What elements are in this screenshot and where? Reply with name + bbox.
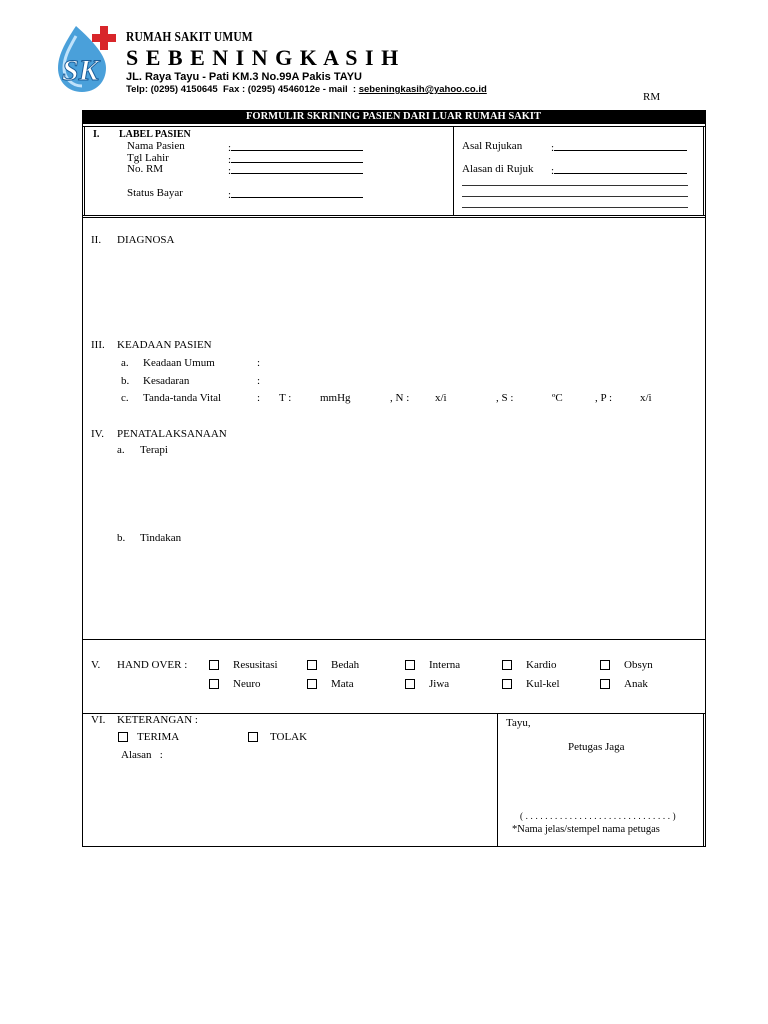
underline [231, 187, 363, 198]
handover-obsyn[interactable] [600, 659, 653, 671]
vital-n-unit: x/i [435, 392, 447, 404]
option-label: Obsyn [624, 659, 653, 671]
colon: : [228, 189, 232, 201]
section1-num: I. [93, 129, 100, 140]
section6-num: VI. [91, 714, 106, 726]
section5-num: V. [91, 659, 101, 671]
hospital-name: S E B E N I N G K A S I H [126, 45, 400, 70]
tindakan-letter: b. [117, 532, 126, 544]
option-label: Mata [331, 678, 354, 690]
checkbox[interactable] [118, 732, 128, 742]
signature-role: Petugas Jaga [568, 741, 625, 753]
colon: : [228, 142, 232, 154]
handover-jiwa[interactable] [405, 678, 449, 690]
tgl-lahir-label: Tgl Lahir [127, 152, 169, 164]
underline [231, 140, 363, 151]
section1-divider [453, 126, 454, 215]
section1-inner-left [84, 126, 85, 215]
option-label: Interna [429, 659, 461, 671]
handover-anak[interactable] [600, 678, 648, 690]
terima-option[interactable] [118, 731, 179, 743]
vital-s-label[interactable]: , S : [496, 392, 514, 404]
nama-pasien-label: Nama Pasien [127, 140, 185, 152]
handover-interna[interactable] [405, 659, 460, 671]
handover-mata[interactable] [307, 678, 354, 690]
hospital-address: JL. Raya Tayu - Pati KM.3 No.99A Pakis TAYU [126, 71, 362, 83]
handover-kul-kel[interactable] [502, 678, 560, 690]
keadaan-umum-label: Keadaan Umum [143, 357, 215, 369]
section1-top-inner [82, 126, 706, 127]
form-border-bottom [82, 846, 706, 847]
checkbox[interactable] [600, 679, 610, 689]
checkbox[interactable] [209, 679, 219, 689]
section1-bottom [82, 215, 706, 216]
underline [231, 163, 363, 174]
underline [554, 163, 687, 174]
colon: : [228, 165, 232, 177]
checkbox[interactable] [502, 679, 512, 689]
section4-title: PENATALAKSANAAN [117, 428, 227, 440]
email-link[interactable]: sebeningkasih@yahoo.co.id [358, 84, 487, 95]
section3-title: KEADAAN PASIEN [117, 339, 212, 351]
section2-num: II. [91, 234, 102, 246]
terapi-area[interactable] [140, 460, 680, 526]
option-label: Bedah [331, 659, 360, 671]
handover-neuro[interactable] [209, 678, 261, 690]
hospital-contact [126, 84, 487, 95]
kesadaran-colon[interactable]: : [257, 375, 261, 387]
signature-place: Tayu, [506, 717, 531, 729]
checkbox[interactable] [405, 660, 415, 670]
vital-label: Tanda-tanda Vital [143, 392, 222, 404]
underline [554, 140, 687, 151]
vital-p-label[interactable]: , P : [595, 392, 613, 404]
tolak-option[interactable] [248, 731, 307, 743]
kesadaran-letter: b. [121, 375, 130, 387]
checkbox[interactable] [248, 732, 258, 742]
section6-divider [497, 713, 498, 847]
vital-letter: c. [121, 392, 129, 404]
keadaan-umum-letter: a. [121, 357, 129, 369]
vital-n-label[interactable]: , N : [390, 392, 410, 404]
option-label: Resusitasi [233, 659, 278, 671]
option-label: Jiwa [429, 678, 450, 690]
alasan-line-3[interactable] [462, 207, 688, 208]
alasan-line-1[interactable] [462, 185, 688, 186]
form-border-left [82, 110, 83, 847]
colon: : [228, 154, 232, 166]
checkbox[interactable] [307, 660, 317, 670]
no-rm-label: No. RM [127, 163, 164, 175]
section2-title: DIAGNOSA [117, 234, 175, 246]
alasan-rujuk-label: Alasan di Rujuk [462, 163, 534, 175]
asal-rujukan-label: Asal Rujukan [462, 140, 523, 152]
terapi-letter: a. [117, 444, 125, 456]
section6-title: KETERANGAN : [117, 714, 198, 726]
checkbox[interactable] [502, 660, 512, 670]
section5-title: HAND OVER : [117, 659, 188, 671]
vital-t-label[interactable]: T : [279, 392, 292, 404]
rm-label: RM [643, 91, 661, 103]
vital-colon: : [257, 392, 261, 404]
keadaan-umum-colon[interactable]: : [257, 357, 261, 369]
section6-right-inner [703, 713, 704, 847]
alasan-rujuk-field[interactable] [551, 163, 687, 177]
handover-kardio[interactable] [502, 659, 557, 671]
option-label: Kardio [526, 659, 557, 671]
asal-rujukan-field[interactable] [551, 140, 687, 154]
form-title-text: FORMULIR SKRINING PASIEN DARI LUAR RUMAH SAKIT [246, 111, 541, 122]
signature-dots[interactable]: ( . . . . . . . . . . . . . . . . . . . . . . . . . . . . . . ) [520, 811, 676, 821]
tindakan-label: Tindakan [140, 532, 182, 544]
hospital-type: RUMAH SAKIT UMUM [126, 30, 253, 45]
signature-note: *Nama jelas/stempel nama petugas [512, 824, 660, 835]
handover-resusitasi[interactable] [209, 659, 278, 671]
checkbox[interactable] [600, 660, 610, 670]
section5-top [82, 639, 706, 640]
handover-bedah[interactable] [307, 659, 359, 671]
tolak-label: TOLAK [270, 731, 308, 743]
checkbox[interactable] [307, 679, 317, 689]
section1-bottom-2 [82, 217, 706, 218]
section1-title: LABEL PASIEN [119, 129, 191, 140]
no-rm-field[interactable] [228, 163, 363, 177]
logo-text: SK [62, 54, 99, 87]
hospital-logo [54, 22, 124, 96]
terapi-label: Terapi [140, 444, 168, 456]
alasan-line-2[interactable] [462, 196, 688, 197]
kesadaran-label: Kesadaran [143, 375, 190, 387]
tindakan-area[interactable] [140, 548, 680, 632]
form-border-right [705, 110, 706, 847]
checkbox[interactable] [405, 679, 415, 689]
status-bayar-label: Status Bayar [127, 187, 183, 199]
section4-num: IV. [91, 428, 104, 440]
vital-s-unit: ºC [552, 392, 563, 404]
contact-text: Telp: (0295) 4150645 Fax : (0295) 4546012e - mail : [126, 84, 359, 95]
option-label: Anak [624, 678, 648, 690]
terima-label: TERIMA [137, 731, 180, 743]
checkbox[interactable] [209, 660, 219, 670]
status-bayar-field[interactable] [228, 187, 363, 201]
vital-p-unit: x/i [640, 392, 652, 404]
form-title [82, 110, 705, 124]
diagnosa-area[interactable] [117, 250, 687, 330]
colon: : [551, 142, 555, 154]
option-label: Neuro [233, 678, 261, 690]
colon: : [551, 165, 555, 177]
section3-num: III. [91, 339, 105, 351]
underline [231, 152, 363, 163]
vital-t-unit: mmHg [320, 392, 351, 404]
alasan-label[interactable]: Alasan : [121, 749, 163, 761]
option-label: Kul-kel [526, 678, 560, 690]
section1-inner-right [703, 126, 704, 215]
